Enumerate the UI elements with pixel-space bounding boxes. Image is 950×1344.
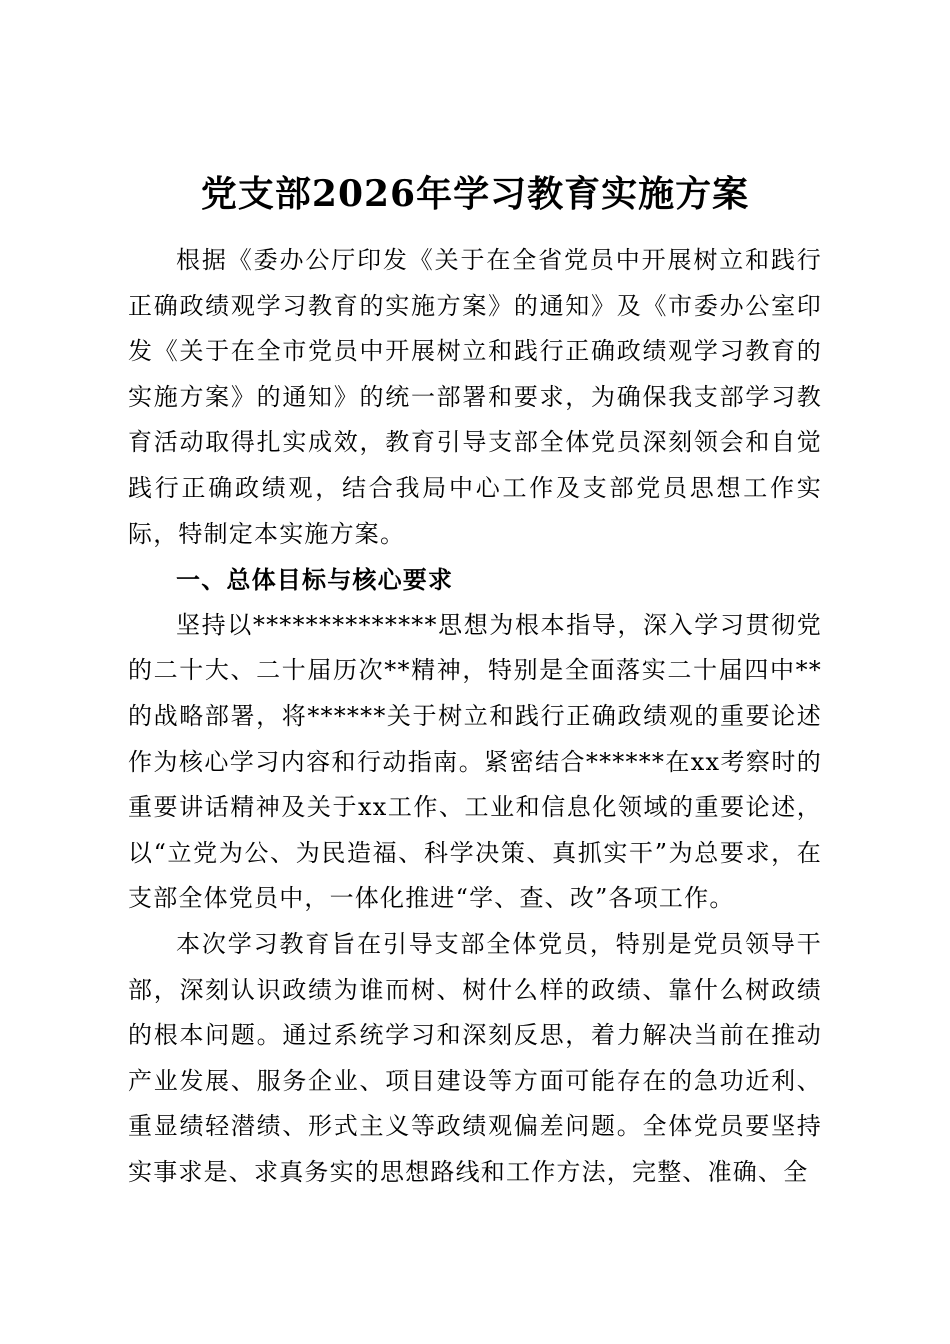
body-paragraph: 坚持以**************思想为根本指导，深入学习贯彻党的二十大、二十届历次**精神，特别是全面落实二十届四中**的战略部署，将******关于树立和践行正确政绩观的重要论述作为核心学习内容和行动指南。紧密结合******在xx考察时的重要讲话精神及关于xx工作、工业和信息化领域的重要论述，以“立党为公、为民造福、科学决策、真抓实干”为总要求，在支部全体党员中，一体化推进“学、查、改”各项工作。 bbox=[128, 610, 822, 913]
body-paragraph: 本次学习教育旨在引导支部全体党员，特别是党员领导干部，深刻认识政绩为谁而树、树什么样的政绩、靠什么树政绩的根本问题。通过系统学习和深刻反思，着力解决当前在推动产业发展、服务企业、项目建设等方面可能存在的急功近利、重显绩轻潜绩、形式主义等政绩观偏差问题。全体党员要坚持实事求是、求真务实的思想路线和工作方法，完整、准确、全 bbox=[128, 929, 822, 1186]
document-body bbox=[128, 238, 822, 1195]
section-heading: 一、总体目标与核心要求 bbox=[176, 565, 454, 595]
document-title: 党支部2026年学习教育实施方案 bbox=[200, 173, 750, 215]
intro-paragraph: 根据《委办公厅印发《关于在全省党员中开展树立和践行正确政绩观学习教育的实施方案》的通知》及《市委办公室印发《关于在全市党员中开展树立和践行正确政绩观学习教育的实施方案》的通知》的统一部署和要求，为确保我支部学习教育活动取得扎实成效，教育引导支部全体党员深刻领会和自觉践行正确政绩观，结合我局中心工作及支部党员思想工作实际，特制定本实施方案。 bbox=[128, 246, 822, 548]
